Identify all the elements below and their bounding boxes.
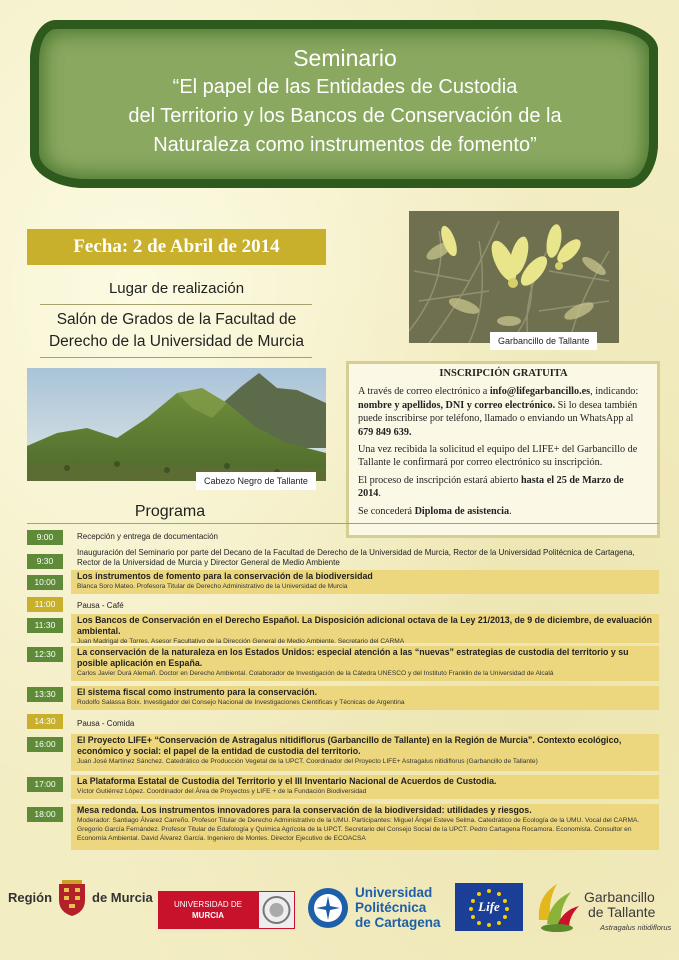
mountain-photo: [27, 368, 326, 481]
mountain-illustration: [27, 368, 326, 481]
banner-line-3: Naturaleza como instrumentos de fomento”: [153, 134, 537, 156]
plant-caption: Garbancillo de Tallante: [490, 332, 597, 350]
time-label: 9:30: [27, 554, 63, 569]
time-label: 18:00: [27, 807, 63, 822]
banner-title: Seminario: [293, 45, 397, 71]
umu-seal: [258, 891, 295, 929]
program-item: Los Bancos de Conservación en el Derecho Español. La Disposición adicional octava de la Ley 21/2013, de 9 de diciembre, de evaluación ambiental. Juan Madrigal de Torres. Asesor Facultativo de la Dirección General de Medio Ambiente. Secretario del CARMA: [71, 614, 659, 643]
time-label: 10:00: [27, 575, 63, 590]
inscription-box: [346, 361, 660, 538]
program-item: La Plataforma Estatal de Custodia del Territorio y el III Inventario Nacional de Acuerdos de Custodia. Víctor Gutiérrez López. Coordinador del Área de Proyectos y LIFE + de la Fundación Biodiversidad: [71, 775, 659, 799]
time-label: 13:30: [27, 687, 63, 702]
program-item: Pausa - Café: [77, 601, 124, 610]
program-item: La conservación de la naturaleza en los Estados Unidos: especial atención a las “nuevas” estrategias de custodia del territorio y su posible aplicación en España. Carlos Javier Durá Alemañ. Doctor en Derecho Ambiental. Colaborador de Investigación de la Cátedra UNESCO y del Instituto Franklin de la Universidad de Alcalá: [71, 646, 659, 681]
banner-line-1: “El papel de las Entidades de Custodia: [172, 76, 518, 98]
venue-divider-bottom: [40, 357, 312, 358]
life-label: Life: [478, 899, 500, 914]
region-murcia-label-b: de Murcia: [92, 890, 153, 905]
date-box: Fecha: 2 de Abril de 2014: [27, 229, 326, 265]
venue-divider: [40, 304, 312, 305]
time-label: 11:30: [27, 618, 63, 633]
inscription-p4: Se concederá Diploma de asistencia.: [358, 505, 512, 517]
upct-name: Universidad Politécnica de Cartagena: [355, 885, 441, 930]
garbancillo-name: Garbancillo de Tallante Astragalus nitidiflorus: [584, 889, 672, 932]
time-label: 17:00: [27, 777, 63, 792]
banner-line-2: del Territorio y los Bancos de Conservación de la: [128, 105, 562, 127]
inscription-email[interactable]: info@lifegarbancillo.es: [489, 386, 591, 398]
garbancillo-logo-icon: [533, 880, 581, 934]
inscription-title: INSCRIPCIÓN GRATUITA: [439, 368, 568, 379]
venue-heading: Lugar de realización: [108, 280, 245, 297]
program-item: El sistema fiscal como instrumento para la conservación. Rodolfo Salassa Boix. Investigador del Consejo Nacional de Investigaciones Científicas y Técnicas de Argentina: [71, 686, 659, 710]
inscription-p1: A través de correo electrónico a info@lifegarbancillo.es, indicando: nombre y apellidos, DNI y correo electrónico. Si lo desea también puede inscribirse por teléfono, llamado o enviando un WhatsApp al 679 849 639.: [358, 386, 639, 438]
time-label: 16:00: [27, 737, 63, 752]
umu-logo: UNIVERSIDAD DE MURCIA: [158, 891, 258, 929]
region-murcia-label-a: Región: [8, 890, 53, 905]
plant-photo: [409, 211, 619, 343]
eu-life-logo: [455, 883, 523, 931]
program-heading: Programa: [134, 503, 206, 520]
inscription-p3: El proceso de inscripción estará abierto hasta el 25 de Marzo de 2014.: [358, 474, 624, 500]
time-label: 11:00: [27, 597, 63, 612]
plant-illustration: [409, 211, 619, 343]
mountain-caption: Cabezo Negro de Tallante: [196, 472, 316, 490]
sponsor-logos: [0, 870, 679, 945]
inscription-p2: Una vez recibida la solicitud el equipo del LIFE+ del Garbancillo de Tallante le confirmará por correo electrónico su inscripción.: [358, 444, 638, 469]
program-item: Recepción y entrega de documentación: [77, 532, 218, 541]
program-item: Los instrumentos de fomento para la conservación de la biodiversidad Blanca Soro Mateo. Profesora Titular de Derecho Administrativo de la Universidad de Murcia: [71, 570, 659, 594]
banner-text: [60, 44, 630, 160]
venue-text: [27, 309, 326, 353]
venue-line-1: Salón de Grados de la Facultad de: [56, 311, 297, 328]
program-item: Inauguración del Seminario por parte del Decano de la Facultad de Derecho de la Universidad de Murcia, Rector de la Universidad Politécnica de Cartagena, Rector de la Universidad de Murcia y Director General de Medio Ambiente: [77, 548, 635, 567]
time-label: 12:30: [27, 647, 63, 662]
time-label: 14:30: [27, 714, 63, 729]
region-murcia-shield-icon: [56, 874, 88, 918]
upct-logo-icon: [306, 886, 350, 930]
program-item: El Proyecto LIFE+ “Conservación de Astragalus nitidiflorus (Garbancillo de Tallante) en la Región de Murcia”. Contexto ecológico, económico y social: el papel de la entidad de custodia del territorio. Juan José Martínez Sánchez. Catedrático de Producción Vegetal de la UPCT. Coordinador del Proyecto LIFE+ Astragalus nitidiflorus (Garbancillo de Tallante): [71, 734, 659, 771]
program-item: Pausa - Comida: [77, 719, 135, 728]
program-item: Mesa redonda. Los instrumentos innovadores para la conservación de la biodiversidad: utilidades y riesgos. Moderador: Santiago Álvarez Carreño. Profesor Titular de Derecho Administrativo de la UMU. Participantes: Miguel Ángel Esteve Selma. Catedrático de Ecología de la UMU. Vocal del CARMA. Gregorio García Fernández. Profesor Titular de Edafología y Química Agrícola de la UPCT. Secretario del Consejo Social de la UPCT. Pedro Cartagena Rocamora. Economista. Consultor en Economía Ambiental. David Álvarez García. Ingeniero de Montes. Director Ejecutivo de ECOACSA: [71, 804, 659, 850]
venue-line-2: Derecho de la Universidad de Murcia: [48, 333, 305, 350]
umu-seal-icon: [259, 892, 294, 928]
program-divider: [27, 523, 659, 524]
inscription-phone[interactable]: 679 849 639.: [358, 426, 412, 438]
time-label: 9:00: [27, 530, 63, 545]
